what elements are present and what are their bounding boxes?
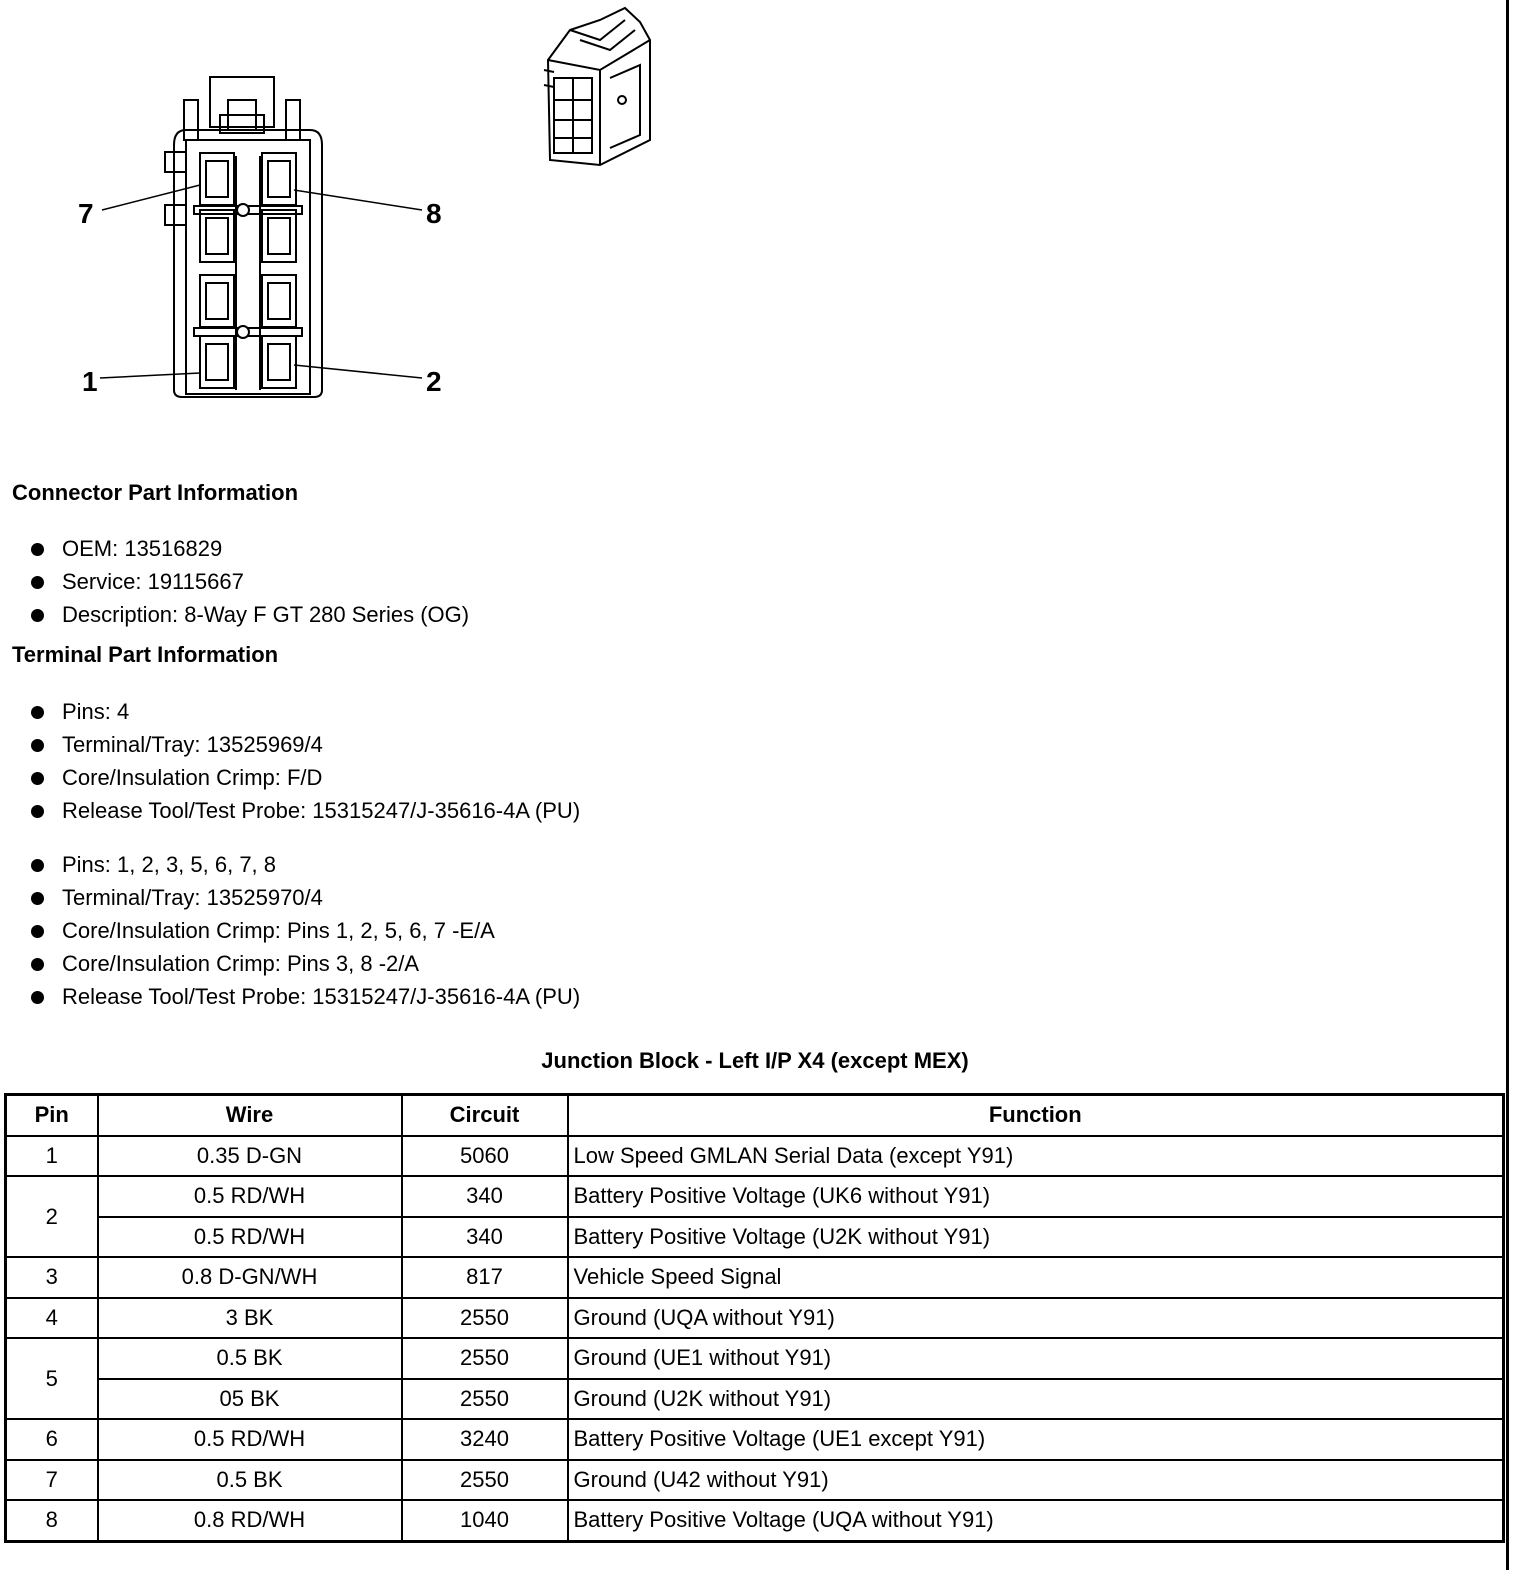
circuit-cell: 340 xyxy=(402,1176,568,1217)
circuit-cell: 340 xyxy=(402,1217,568,1258)
list-item: OEM: 13516829 xyxy=(28,532,469,565)
function-cell: Ground (UE1 without Y91) xyxy=(568,1338,1504,1379)
table-title: Junction Block - Left I/P X4 (except MEX) xyxy=(541,1048,969,1073)
table-row xyxy=(6,1460,1504,1501)
pin-cell: 5 xyxy=(6,1338,98,1419)
wire-cell: 0.8 D-GN/WH xyxy=(98,1257,402,1298)
function-cell: Battery Positive Voltage (UQA without Y91) xyxy=(568,1500,1504,1541)
list-item: Pins: 4 xyxy=(28,695,580,728)
terminal-part-list-1 xyxy=(28,695,580,827)
circuit-cell: 2550 xyxy=(402,1298,568,1339)
function-cell: Low Speed GMLAN Serial Data (except Y91) xyxy=(568,1136,1504,1177)
wire-cell: 3 BK xyxy=(98,1298,402,1339)
function-cell: Ground (UQA without Y91) xyxy=(568,1298,1504,1339)
wire-cell: 0.5 RD/WH xyxy=(98,1217,402,1258)
pin-callout-2: 2 xyxy=(426,366,442,397)
pinout-table xyxy=(4,1093,1505,1543)
pin-cell: 7 xyxy=(6,1460,98,1501)
pin-callout-7: 7 xyxy=(78,198,94,229)
circuit-cell: 5060 xyxy=(402,1136,568,1177)
pin-callout-8: 8 xyxy=(426,198,442,229)
table-row xyxy=(6,1298,1504,1339)
circuit-cell: 1040 xyxy=(402,1500,568,1541)
header-wire: Wire xyxy=(98,1095,402,1136)
list-item: Core/Insulation Crimp: Pins 1, 2, 5, 6, 7 -E/A xyxy=(28,914,580,947)
circuit-cell: 2550 xyxy=(402,1338,568,1379)
wire-cell: 0.5 BK xyxy=(98,1338,402,1379)
table-row xyxy=(6,1500,1504,1541)
wire-cell: 0.35 D-GN xyxy=(98,1136,402,1177)
pin-cell: 4 xyxy=(6,1298,98,1339)
circuit-cell: 2550 xyxy=(402,1460,568,1501)
table-row xyxy=(6,1257,1504,1298)
list-item: Terminal/Tray: 13525969/4 xyxy=(28,728,580,761)
function-cell: Ground (U42 without Y91) xyxy=(568,1460,1504,1501)
table-row xyxy=(6,1217,1504,1258)
terminal-part-list-2 xyxy=(28,848,580,1013)
function-cell: Battery Positive Voltage (UE1 except Y91) xyxy=(568,1419,1504,1460)
function-cell: Battery Positive Voltage (U2K without Y91) xyxy=(568,1217,1504,1258)
list-item: Core/Insulation Crimp: F/D xyxy=(28,761,580,794)
connector-isometric-view xyxy=(530,0,670,170)
connector-part-list xyxy=(28,532,469,631)
pin-cell: 6 xyxy=(6,1419,98,1460)
circuit-cell: 2550 xyxy=(402,1379,568,1420)
list-item: Core/Insulation Crimp: Pins 3, 8 -2/A xyxy=(28,947,580,980)
wire-cell: 0.5 RD/WH xyxy=(98,1419,402,1460)
list-item: Release Tool/Test Probe: 15315247/J-35616-4A (PU) xyxy=(28,980,580,1013)
header-pin: Pin xyxy=(6,1095,98,1136)
wire-cell: 0.5 RD/WH xyxy=(98,1176,402,1217)
connector-face-diagram xyxy=(60,60,460,420)
wire-cell: 0.8 RD/WH xyxy=(98,1500,402,1541)
table-header-row xyxy=(6,1095,1504,1136)
table-row xyxy=(6,1379,1504,1420)
connector-housing xyxy=(100,77,422,397)
wire-cell: 05 BK xyxy=(98,1379,402,1420)
list-item: Service: 19115667 xyxy=(28,565,469,598)
list-item: Pins: 1, 2, 3, 5, 6, 7, 8 xyxy=(28,848,580,881)
table-row xyxy=(6,1419,1504,1460)
header-function: Function xyxy=(568,1095,1504,1136)
connector-part-heading: Connector Part Information xyxy=(12,480,299,505)
circuit-cell: 817 xyxy=(402,1257,568,1298)
terminal-part-heading: Terminal Part Information xyxy=(12,642,279,667)
table-row xyxy=(6,1176,1504,1217)
wire-cell: 0.5 BK xyxy=(98,1460,402,1501)
function-cell: Ground (U2K without Y91) xyxy=(568,1379,1504,1420)
pin-cell: 8 xyxy=(6,1500,98,1541)
circuit-cell: 3240 xyxy=(402,1419,568,1460)
pin-cell: 1 xyxy=(6,1136,98,1177)
list-item: Description: 8-Way F GT 280 Series (OG) xyxy=(28,598,469,631)
table-row xyxy=(6,1338,1504,1379)
function-cell: Battery Positive Voltage (UK6 without Y91) xyxy=(568,1176,1504,1217)
list-item: Terminal/Tray: 13525970/4 xyxy=(28,881,580,914)
header-circuit: Circuit xyxy=(402,1095,568,1136)
function-cell: Vehicle Speed Signal xyxy=(568,1257,1504,1298)
page-right-border xyxy=(1506,0,1509,1570)
pin-cell: 2 xyxy=(6,1176,98,1257)
pin-callout-1: 1 xyxy=(82,366,98,397)
list-item: Release Tool/Test Probe: 15315247/J-35616-4A (PU) xyxy=(28,794,580,827)
table-row xyxy=(6,1136,1504,1177)
pin-cell: 3 xyxy=(6,1257,98,1298)
